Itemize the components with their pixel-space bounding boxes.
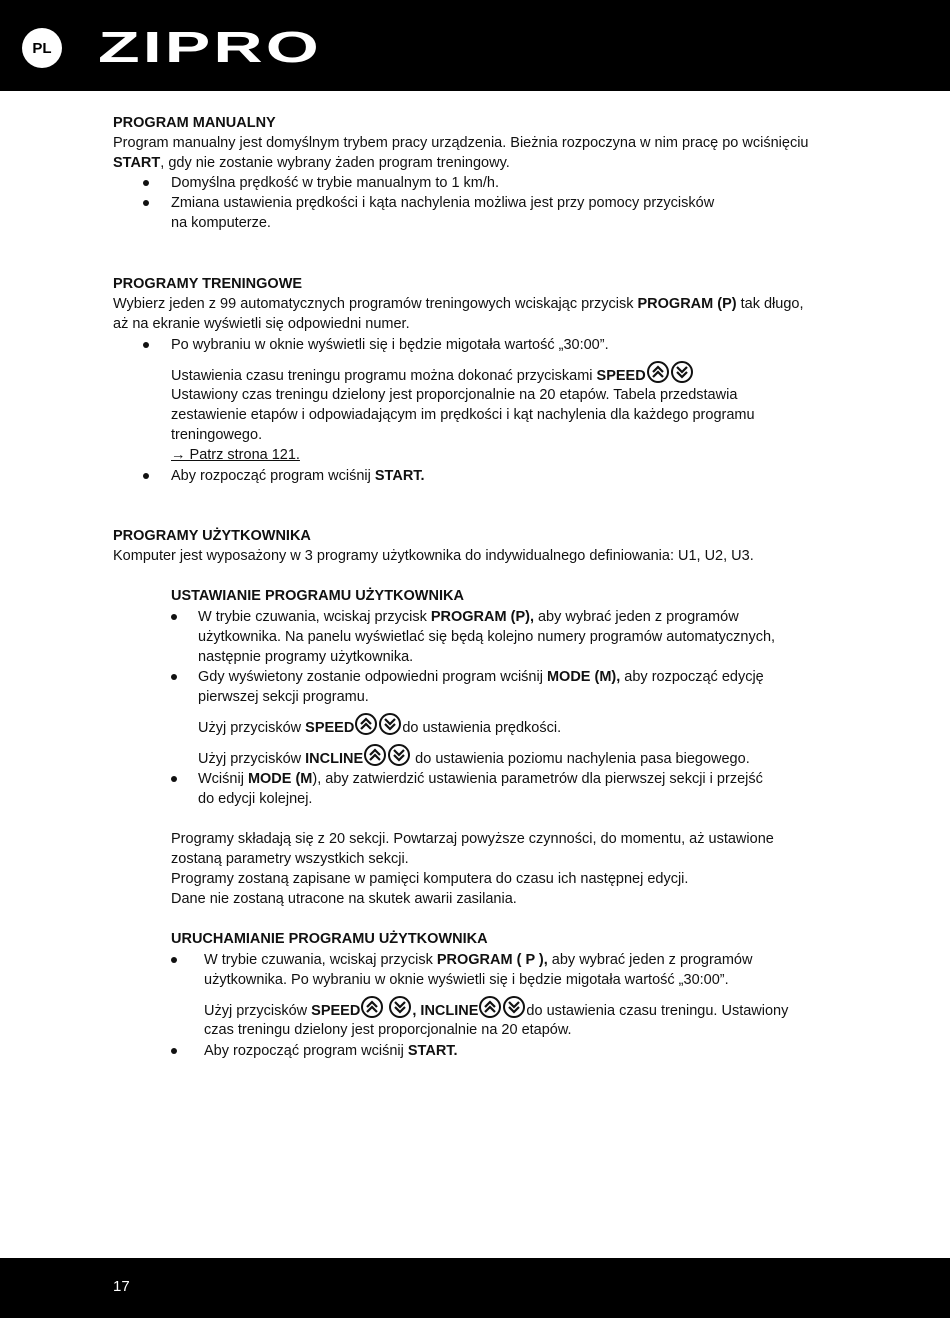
training-bullet-start: Aby rozpocząć program wciśnij START. xyxy=(171,468,425,484)
bullet-dot xyxy=(171,776,177,782)
manual-bullet-change-line1: Zmiana ustawienia prędkości i kąta nachylenia możliwa jest przy pomocy przycisków xyxy=(171,195,715,211)
speed-down-icon xyxy=(671,361,693,383)
setup-note-line3: Programy zostaną zapisane w pamięci komputera do czasu ich następnej edycji. xyxy=(171,871,689,887)
setup-incline-line: Użyj przycisków INCLINE do ustawienia poziomu nachylenia pasa biegowego. xyxy=(198,748,750,770)
setup-bullet3-line1: Wciśnij MODE (M), aby zatwierdzić ustawienia parametrów dla pierwszej sekcji i przejść xyxy=(198,771,763,787)
page-number: 17 xyxy=(113,1278,130,1295)
training-text-line2: Ustawiony czas treningu dzielony jest proporcjonalnie na 20 etapów. Tabela przedstawia xyxy=(171,387,738,403)
speed-up-icon xyxy=(647,361,669,383)
training-paragraph-line1: Wybierz jeden z 99 automatycznych programów treningowych wciskając przycisk PROGRAM (P) tak długo, xyxy=(113,296,804,312)
incline-up-icon xyxy=(364,744,386,766)
manual-bullet-change-line2: na komputerze. xyxy=(171,215,271,231)
training-text-line3: zestawienie etapów i odpowiadającym im prędkości i kąt nachylenia dla każdego programu xyxy=(171,407,755,423)
setup-bullet1-line1: W trybie czuwania, wciskaj przycisk PROGRAM (P), aby wybrać jeden z programów xyxy=(198,609,739,625)
run-bullet-start: Aby rozpocząć program wciśnij START. xyxy=(204,1043,458,1059)
incline-up-icon xyxy=(479,996,501,1018)
run-bullet1-line2: użytkownika. Po wybraniu w oknie wyświetli się i będzie migotała wartość „30:00”. xyxy=(204,972,729,988)
user-paragraph: Komputer jest wyposażony w 3 programy użytkownika do indywidualnego definiowania: U1, U2, U3. xyxy=(113,548,754,564)
section-title-training: PROGRAMY TRENINGOWE xyxy=(113,276,303,292)
section-title-user: PROGRAMY UŻYTKOWNIKA xyxy=(113,528,311,544)
bullet-dot xyxy=(171,674,177,680)
incline-down-icon xyxy=(503,996,525,1018)
bullet-dot xyxy=(143,473,149,479)
section-title-manual: PROGRAM MANUALNY xyxy=(113,115,276,131)
training-text-line4: treningowego. xyxy=(171,427,263,443)
training-bullet-display: Po wybraniu w oknie wyświetli się i będzie migotała wartość „30:00”. xyxy=(171,337,609,353)
incline-down-icon xyxy=(388,744,410,766)
run-bullet1-line1: W trybie czuwania, wciskaj przycisk PROGRAM ( P ), aby wybrać jeden z programów xyxy=(204,952,753,968)
bullet-dot xyxy=(143,180,149,186)
manual-paragraph-line1: Program manualny jest domyślnym trybem pracy urządzenia. Bieżnia rozpoczyna w nim pracę po wciśnięciu xyxy=(113,135,809,151)
run-buttons-line2: czas treningu dzielony jest proporcjonalnie na 20 etapów. xyxy=(204,1022,572,1038)
page-reference-link[interactable]: → Patrz strona 121. xyxy=(171,447,300,463)
bullet-dot xyxy=(171,614,177,620)
setup-bullet1-line2: użytkownika. Na panelu wyświetlać się będą kolejno numery programów automatycznych, xyxy=(198,629,776,645)
setup-note-line1: Programy składają się z 20 sekcji. Powtarzaj powyższe czynności, do momentu, aż ustawione xyxy=(171,831,774,847)
speed-up-icon xyxy=(355,713,377,735)
bullet-dot xyxy=(143,342,149,348)
page-header xyxy=(0,0,950,91)
language-badge: PL xyxy=(22,28,62,68)
subsection-title-run: URUCHAMIANIE PROGRAMU UŻYTKOWNIKA xyxy=(171,931,488,947)
training-paragraph-line2: aż na ekranie wyświetli się odpowiedni numer. xyxy=(113,316,410,332)
brand-logo: ZIPRO xyxy=(98,23,322,72)
manual-paragraph-line2: START, gdy nie zostanie wybrany żaden program treningowy. xyxy=(113,155,510,171)
run-buttons-line: Użyj przycisków SPEED , INCLINE do ustawienia czasu treningu. Ustawiony xyxy=(204,1000,788,1022)
bullet-dot xyxy=(143,200,149,206)
setup-bullet1-line3: następnie programy użytkownika. xyxy=(198,649,414,665)
subsection-title-setup: USTAWIANIE PROGRAMU UŻYTKOWNIKA xyxy=(171,588,464,604)
setup-bullet3-line2: do edycji kolejnej. xyxy=(198,791,313,807)
bullet-dot xyxy=(171,1048,177,1054)
setup-note-line4: Dane nie zostaną utracone na skutek awarii zasilania. xyxy=(171,891,517,907)
speed-up-icon xyxy=(361,996,383,1018)
speed-down-icon xyxy=(379,713,401,735)
setup-speed-line: Użyj przycisków SPEED do ustawienia prędkości. xyxy=(198,717,561,739)
manual-bullet-speed: Domyślna prędkość w trybie manualnym to 1 km/h. xyxy=(171,175,499,191)
speed-down-icon xyxy=(389,996,411,1018)
page-footer xyxy=(0,1258,950,1318)
setup-bullet2-line1: Gdy wyświetony zostanie odpowiedni program wciśnij MODE (M), aby rozpocząć edycję xyxy=(198,669,764,685)
bullet-dot xyxy=(171,957,177,963)
setup-bullet2-line2: pierwszej sekcji programu. xyxy=(198,689,369,705)
setup-note-line2: zostaną parametry wszystkich sekcji. xyxy=(171,851,409,867)
training-speed-line: Ustawienia czasu treningu programu można dokonać przyciskami SPEED xyxy=(171,365,694,387)
